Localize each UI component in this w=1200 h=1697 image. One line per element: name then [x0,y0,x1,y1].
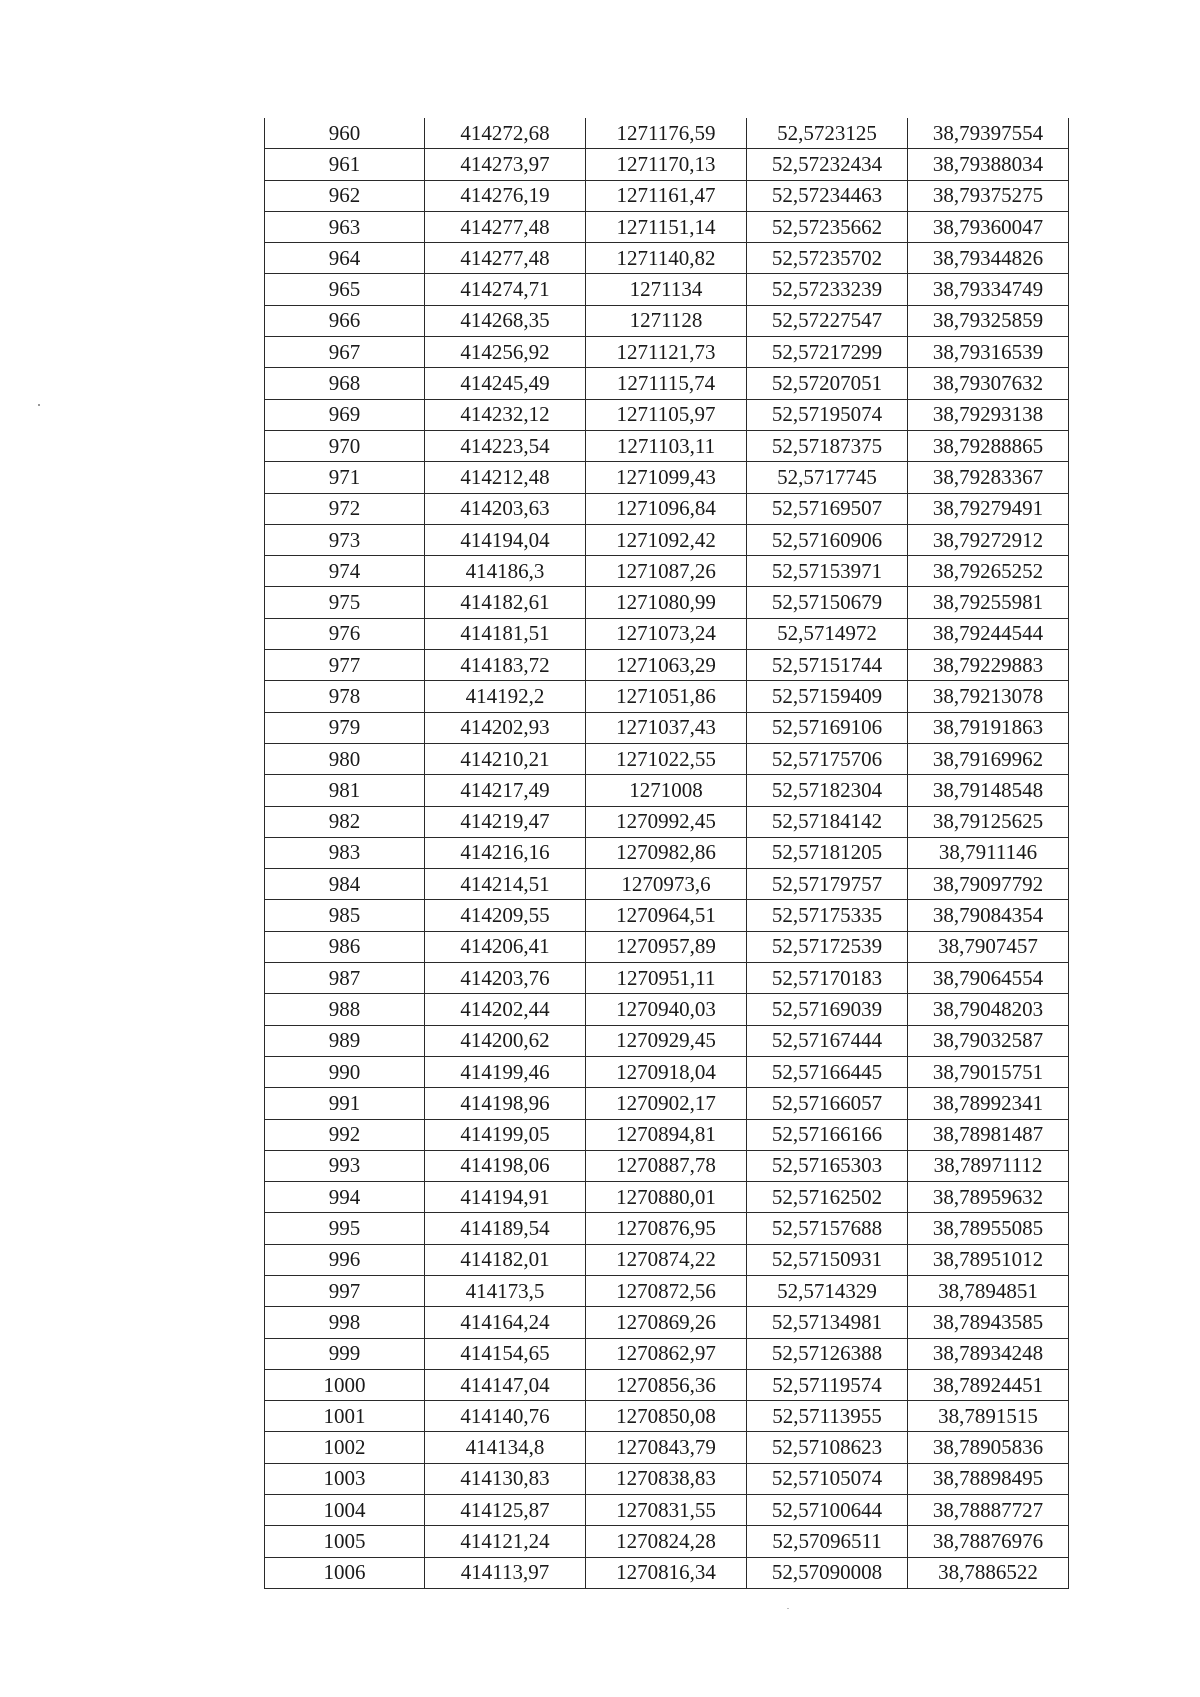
x-coordinate-cell: 414183,72 [425,650,586,681]
latitude-cell: 52,57195074 [747,399,908,430]
longitude-cell: 38,79375275 [908,180,1069,211]
latitude-cell: 52,57090008 [747,1557,908,1588]
x-coordinate-cell: 414125,87 [425,1495,586,1526]
x-coordinate-cell: 414200,62 [425,1025,586,1056]
latitude-cell: 52,57150679 [747,587,908,618]
point-number-cell: 982 [265,806,425,837]
longitude-cell: 38,79388034 [908,149,1069,180]
latitude-cell: 52,5714329 [747,1275,908,1306]
longitude-cell: 38,78955085 [908,1213,1069,1244]
point-number-cell: 996 [265,1244,425,1275]
x-coordinate-cell: 414192,2 [425,681,586,712]
latitude-cell: 52,57167444 [747,1025,908,1056]
point-number-cell: 975 [265,587,425,618]
longitude-cell: 38,79334749 [908,274,1069,305]
y-coordinate-cell: 1271151,14 [586,211,747,242]
x-coordinate-cell: 414182,01 [425,1244,586,1275]
latitude-cell: 52,57182304 [747,775,908,806]
latitude-cell: 52,57175335 [747,900,908,931]
x-coordinate-cell: 414181,51 [425,618,586,649]
y-coordinate-cell: 1271121,73 [586,337,747,368]
y-coordinate-cell: 1270872,56 [586,1275,747,1306]
longitude-cell: 38,78898495 [908,1463,1069,1494]
point-number-cell: 991 [265,1088,425,1119]
latitude-cell: 52,57187375 [747,430,908,461]
point-number-cell: 998 [265,1307,425,1338]
point-number-cell: 965 [265,274,425,305]
y-coordinate-cell: 1271073,24 [586,618,747,649]
longitude-cell: 38,79307632 [908,368,1069,399]
y-coordinate-cell: 1270964,51 [586,900,747,931]
y-coordinate-cell: 1271087,26 [586,556,747,587]
point-number-cell: 986 [265,931,425,962]
point-number-cell: 972 [265,493,425,524]
y-coordinate-cell: 1270843,79 [586,1432,747,1463]
point-number-cell: 988 [265,994,425,1025]
y-coordinate-cell: 1270850,08 [586,1401,747,1432]
longitude-cell: 38,7894851 [908,1275,1069,1306]
point-number-cell: 973 [265,524,425,555]
x-coordinate-cell: 414147,04 [425,1369,586,1400]
point-number-cell: 1005 [265,1526,425,1557]
point-number-cell: 974 [265,556,425,587]
y-coordinate-cell: 1270940,03 [586,994,747,1025]
longitude-cell: 38,79032587 [908,1025,1069,1056]
x-coordinate-cell: 414203,63 [425,493,586,524]
x-coordinate-cell: 414113,97 [425,1557,586,1588]
y-coordinate-cell: 1271051,86 [586,681,747,712]
x-coordinate-cell: 414210,21 [425,743,586,774]
y-coordinate-cell: 1271022,55 [586,743,747,774]
x-coordinate-cell: 414134,8 [425,1432,586,1463]
latitude-cell: 52,57179757 [747,869,908,900]
latitude-cell: 52,57166166 [747,1119,908,1150]
longitude-cell: 38,79272912 [908,524,1069,555]
longitude-cell: 38,79097792 [908,869,1069,900]
x-coordinate-cell: 414121,24 [425,1526,586,1557]
table-row [265,963,1069,994]
x-coordinate-cell: 414199,46 [425,1056,586,1087]
point-number-cell: 979 [265,712,425,743]
longitude-cell: 38,7907457 [908,931,1069,962]
table-row [265,211,1069,242]
x-coordinate-cell: 414198,06 [425,1150,586,1181]
table-row [265,618,1069,649]
point-number-cell: 962 [265,180,425,211]
table-row [265,1025,1069,1056]
x-coordinate-cell: 414245,49 [425,368,586,399]
point-number-cell: 978 [265,681,425,712]
y-coordinate-cell: 1270973,6 [586,869,747,900]
x-coordinate-cell: 414199,05 [425,1119,586,1150]
x-coordinate-cell: 414202,93 [425,712,586,743]
point-number-cell: 976 [265,618,425,649]
table-row [265,994,1069,1025]
table-row [265,430,1069,461]
y-coordinate-cell: 1270880,01 [586,1182,747,1213]
point-number-cell: 989 [265,1025,425,1056]
x-coordinate-cell: 414217,49 [425,775,586,806]
x-coordinate-cell: 414194,04 [425,524,586,555]
coordinates-table [264,118,1069,1589]
x-coordinate-cell: 414140,76 [425,1401,586,1432]
y-coordinate-cell: 1271176,59 [586,118,747,149]
point-number-cell: 1006 [265,1557,425,1588]
point-number-cell: 997 [265,1275,425,1306]
x-coordinate-cell: 414206,41 [425,931,586,962]
table-row [265,1526,1069,1557]
table-row [265,118,1069,149]
latitude-cell: 52,57105074 [747,1463,908,1494]
latitude-cell: 52,57175706 [747,743,908,774]
table-row [265,462,1069,493]
x-coordinate-cell: 414189,54 [425,1213,586,1244]
table-row [265,837,1069,868]
longitude-cell: 38,79344826 [908,243,1069,274]
point-number-cell: 961 [265,149,425,180]
latitude-cell: 52,57235662 [747,211,908,242]
table-row [265,1213,1069,1244]
x-coordinate-cell: 414223,54 [425,430,586,461]
table-row [265,1401,1069,1432]
latitude-cell: 52,57181205 [747,837,908,868]
table-row [265,1182,1069,1213]
x-coordinate-cell: 414214,51 [425,869,586,900]
longitude-cell: 38,78981487 [908,1119,1069,1150]
latitude-cell: 52,57170183 [747,963,908,994]
point-number-cell: 1000 [265,1369,425,1400]
longitude-cell: 38,79283367 [908,462,1069,493]
point-number-cell: 977 [265,650,425,681]
table-row [265,1244,1069,1275]
point-number-cell: 960 [265,118,425,149]
latitude-cell: 52,57169039 [747,994,908,1025]
y-coordinate-cell: 1270874,22 [586,1244,747,1275]
point-number-cell: 1001 [265,1401,425,1432]
x-coordinate-cell: 414274,71 [425,274,586,305]
longitude-cell: 38,79169962 [908,743,1069,774]
x-coordinate-cell: 414186,3 [425,556,586,587]
table-row [265,1369,1069,1400]
x-coordinate-cell: 414232,12 [425,399,586,430]
longitude-cell: 38,79316539 [908,337,1069,368]
point-number-cell: 993 [265,1150,425,1181]
longitude-cell: 38,78934248 [908,1338,1069,1369]
x-coordinate-cell: 414276,19 [425,180,586,211]
scan-speck [787,1608,789,1609]
latitude-cell: 52,57119574 [747,1369,908,1400]
y-coordinate-cell: 1271134 [586,274,747,305]
table-row [265,243,1069,274]
x-coordinate-cell: 414219,47 [425,806,586,837]
y-coordinate-cell: 1270869,26 [586,1307,747,1338]
y-coordinate-cell: 1270838,83 [586,1463,747,1494]
y-coordinate-cell: 1270887,78 [586,1150,747,1181]
latitude-cell: 52,57134981 [747,1307,908,1338]
latitude-cell: 52,5717745 [747,462,908,493]
latitude-cell: 52,57169106 [747,712,908,743]
y-coordinate-cell: 1270929,45 [586,1025,747,1056]
y-coordinate-cell: 1271099,43 [586,462,747,493]
y-coordinate-cell: 1270876,95 [586,1213,747,1244]
y-coordinate-cell: 1270992,45 [586,806,747,837]
point-number-cell: 992 [265,1119,425,1150]
longitude-cell: 38,79288865 [908,430,1069,461]
table-row [265,681,1069,712]
table-row [265,337,1069,368]
longitude-cell: 38,79265252 [908,556,1069,587]
longitude-cell: 38,79015751 [908,1056,1069,1087]
table-row [265,180,1069,211]
x-coordinate-cell: 414216,16 [425,837,586,868]
point-number-cell: 983 [265,837,425,868]
table-row [265,1495,1069,1526]
longitude-cell: 38,79191863 [908,712,1069,743]
latitude-cell: 52,57169507 [747,493,908,524]
latitude-cell: 52,5714972 [747,618,908,649]
x-coordinate-cell: 414203,76 [425,963,586,994]
point-number-cell: 1003 [265,1463,425,1494]
x-coordinate-cell: 414130,83 [425,1463,586,1494]
table-row [265,650,1069,681]
x-coordinate-cell: 414209,55 [425,900,586,931]
y-coordinate-cell: 1271092,42 [586,524,747,555]
latitude-cell: 52,57166057 [747,1088,908,1119]
latitude-cell: 52,57100644 [747,1495,908,1526]
point-number-cell: 985 [265,900,425,931]
latitude-cell: 52,57233239 [747,274,908,305]
point-number-cell: 995 [265,1213,425,1244]
y-coordinate-cell: 1271161,47 [586,180,747,211]
point-number-cell: 994 [265,1182,425,1213]
longitude-cell: 38,78943585 [908,1307,1069,1338]
longitude-cell: 38,79229883 [908,650,1069,681]
latitude-cell: 52,57234463 [747,180,908,211]
y-coordinate-cell: 1270957,89 [586,931,747,962]
longitude-cell: 38,79293138 [908,399,1069,430]
table-row [265,1088,1069,1119]
x-coordinate-cell: 414212,48 [425,462,586,493]
table-row [265,775,1069,806]
y-coordinate-cell: 1270831,55 [586,1495,747,1526]
longitude-cell: 38,78959632 [908,1182,1069,1213]
longitude-cell: 38,79279491 [908,493,1069,524]
point-number-cell: 968 [265,368,425,399]
y-coordinate-cell: 1271140,82 [586,243,747,274]
latitude-cell: 52,57126388 [747,1338,908,1369]
x-coordinate-cell: 414164,24 [425,1307,586,1338]
longitude-cell: 38,78992341 [908,1088,1069,1119]
latitude-cell: 52,57157688 [747,1213,908,1244]
x-coordinate-cell: 414173,5 [425,1275,586,1306]
x-coordinate-cell: 414194,91 [425,1182,586,1213]
latitude-cell: 52,57184142 [747,806,908,837]
point-number-cell: 987 [265,963,425,994]
y-coordinate-cell: 1270816,34 [586,1557,747,1588]
table-row [265,1056,1069,1087]
latitude-cell: 52,57165303 [747,1150,908,1181]
table-row [265,493,1069,524]
point-number-cell: 963 [265,211,425,242]
longitude-cell: 38,78971112 [908,1150,1069,1181]
coordinates-table-body [265,118,1069,1588]
longitude-cell: 38,78924451 [908,1369,1069,1400]
table-row [265,1119,1069,1150]
table-row [265,1338,1069,1369]
y-coordinate-cell: 1270918,04 [586,1056,747,1087]
latitude-cell: 52,57166445 [747,1056,908,1087]
y-coordinate-cell: 1271105,97 [586,399,747,430]
x-coordinate-cell: 414154,65 [425,1338,586,1369]
longitude-cell: 38,79360047 [908,211,1069,242]
longitude-cell: 38,79064554 [908,963,1069,994]
point-number-cell: 1002 [265,1432,425,1463]
y-coordinate-cell: 1271008 [586,775,747,806]
y-coordinate-cell: 1270951,11 [586,963,747,994]
table-row [265,587,1069,618]
longitude-cell: 38,78876976 [908,1526,1069,1557]
x-coordinate-cell: 414198,96 [425,1088,586,1119]
x-coordinate-cell: 414202,44 [425,994,586,1025]
latitude-cell: 52,57150931 [747,1244,908,1275]
table-row [265,1463,1069,1494]
latitude-cell: 52,57113955 [747,1401,908,1432]
table-row [265,1150,1069,1181]
table-row [265,149,1069,180]
latitude-cell: 52,57235702 [747,243,908,274]
longitude-cell: 38,79084354 [908,900,1069,931]
latitude-cell: 52,57160906 [747,524,908,555]
table-row [265,305,1069,336]
table-row [265,712,1069,743]
y-coordinate-cell: 1271080,99 [586,587,747,618]
point-number-cell: 1004 [265,1495,425,1526]
table-row [265,1307,1069,1338]
latitude-cell: 52,57096511 [747,1526,908,1557]
longitude-cell: 38,7886522 [908,1557,1069,1588]
y-coordinate-cell: 1270902,17 [586,1088,747,1119]
point-number-cell: 984 [265,869,425,900]
y-coordinate-cell: 1270856,36 [586,1369,747,1400]
latitude-cell: 52,57207051 [747,368,908,399]
table-row [265,743,1069,774]
y-coordinate-cell: 1270894,81 [586,1119,747,1150]
longitude-cell: 38,79048203 [908,994,1069,1025]
table-row [265,556,1069,587]
latitude-cell: 52,57227547 [747,305,908,336]
latitude-cell: 52,57232434 [747,149,908,180]
y-coordinate-cell: 1271128 [586,305,747,336]
x-coordinate-cell: 414277,48 [425,211,586,242]
point-number-cell: 967 [265,337,425,368]
scan-speck [38,404,40,406]
point-number-cell: 999 [265,1338,425,1369]
table-row [265,399,1069,430]
longitude-cell: 38,79213078 [908,681,1069,712]
longitude-cell: 38,7891515 [908,1401,1069,1432]
x-coordinate-cell: 414273,97 [425,149,586,180]
longitude-cell: 38,78905836 [908,1432,1069,1463]
longitude-cell: 38,78887727 [908,1495,1069,1526]
y-coordinate-cell: 1271096,84 [586,493,747,524]
point-number-cell: 969 [265,399,425,430]
table-row [265,900,1069,931]
table-row [265,1275,1069,1306]
latitude-cell: 52,57217299 [747,337,908,368]
point-number-cell: 980 [265,743,425,774]
latitude-cell: 52,57172539 [747,931,908,962]
longitude-cell: 38,79255981 [908,587,1069,618]
y-coordinate-cell: 1271170,13 [586,149,747,180]
x-coordinate-cell: 414268,35 [425,305,586,336]
x-coordinate-cell: 414272,68 [425,118,586,149]
table-row [265,1557,1069,1588]
latitude-cell: 52,57153971 [747,556,908,587]
longitude-cell: 38,78951012 [908,1244,1069,1275]
point-number-cell: 964 [265,243,425,274]
y-coordinate-cell: 1270982,86 [586,837,747,868]
longitude-cell: 38,7911146 [908,837,1069,868]
table-row [265,806,1069,837]
y-coordinate-cell: 1270824,28 [586,1526,747,1557]
table-row [265,869,1069,900]
longitude-cell: 38,79125625 [908,806,1069,837]
table-row [265,274,1069,305]
y-coordinate-cell: 1271063,29 [586,650,747,681]
x-coordinate-cell: 414277,48 [425,243,586,274]
point-number-cell: 966 [265,305,425,336]
point-number-cell: 981 [265,775,425,806]
y-coordinate-cell: 1271037,43 [586,712,747,743]
y-coordinate-cell: 1270862,97 [586,1338,747,1369]
table-row [265,368,1069,399]
longitude-cell: 38,79397554 [908,118,1069,149]
table-row [265,1432,1069,1463]
longitude-cell: 38,79325859 [908,305,1069,336]
y-coordinate-cell: 1271115,74 [586,368,747,399]
latitude-cell: 52,57151744 [747,650,908,681]
latitude-cell: 52,57159409 [747,681,908,712]
x-coordinate-cell: 414182,61 [425,587,586,618]
longitude-cell: 38,79244544 [908,618,1069,649]
latitude-cell: 52,57108623 [747,1432,908,1463]
latitude-cell: 52,57162502 [747,1182,908,1213]
table-row [265,931,1069,962]
y-coordinate-cell: 1271103,11 [586,430,747,461]
latitude-cell: 52,5723125 [747,118,908,149]
point-number-cell: 970 [265,430,425,461]
x-coordinate-cell: 414256,92 [425,337,586,368]
table-row [265,524,1069,555]
point-number-cell: 990 [265,1056,425,1087]
point-number-cell: 971 [265,462,425,493]
longitude-cell: 38,79148548 [908,775,1069,806]
